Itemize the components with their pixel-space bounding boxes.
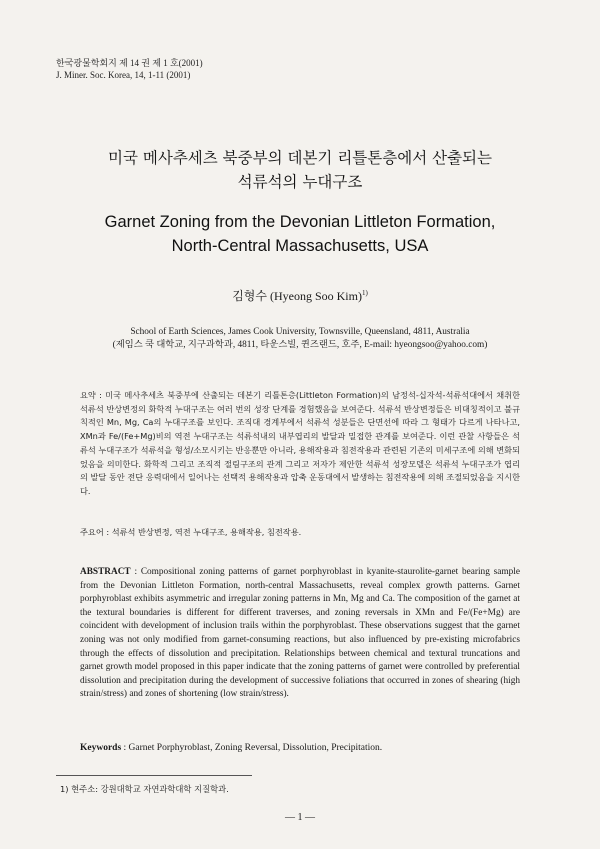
affiliation-english: School of Earth Sciences, James Cook University, Townsville, Queensland, 4811, Australia xyxy=(130,327,470,337)
abstract-korean: 요약 : 미국 메사추세츠 북중부에 산출되는 데본기 리틀톤층(Littleton Formation)의 남정석-십자석-석류석대에서 채취한 석류석 반상변정의 화학적 누대구조는 여러 번의 성장 단계를 경험했음을 보여준다. 석류석 반상변정들은 비대칭적이고 불규칙적인 Mn, Mg, Ca의 누대구조를 보인다. 조직대 경계부에서 석류석 성분들은 단면선에 따라 그 형태가 다르게 나타나고, XMn과 Fe/(Fe+Mg)비의 역전 누대구조는 석류석내의 내부엽리의 발달과 밀접한 관계를 보여준다. 이런 관찰 사항들은 석류석 누대구조가 석류석을 형성/소모시키는 반응뿐만 아니라, 용해작용과 침전작용과 관련된 기존의 미세구조에 의해 변화되었음을 의미한다. 화학적 그리고 조직적 절림구조의 관계 그리고 저자가 제안한 석류석 성장모델은 석류석 누대구조가 엽리의 발달 동안 전단 응력대에서 일어나는 선택적 용해작용과 압축 운동대에서 발생하는 침전작용에 의해 조절되었음을 지시한다. xyxy=(80,390,520,496)
author xyxy=(0,287,600,304)
keywords-label: Keywords xyxy=(80,743,122,753)
journal-line-korean: 한국광물학회지 제 14 권 제 1 호(2001) xyxy=(56,58,203,68)
title-english-line-2: North-Central Massachusetts, USA xyxy=(171,237,429,255)
abstract-label: ABSTRACT xyxy=(80,567,131,577)
journal-header xyxy=(56,57,203,81)
title-korean-line-2: 석류석의 누대구조 xyxy=(237,173,363,191)
keywords-english-text: : Garnet Porphyroblast, Zoning Reversal, Dissolution, Precipitation. xyxy=(121,743,383,753)
footnote-divider xyxy=(56,775,252,776)
title-english xyxy=(40,210,560,258)
keywords-korean: 주요어 : 석류석 반상변정, 역전 누대구조, 용해작용, 침전작용. xyxy=(80,527,302,537)
title-english-line-1: Garnet Zoning from the Devonian Littleton Formation, xyxy=(104,213,496,231)
title-korean xyxy=(50,146,550,194)
title-korean-line-1: 미국 메사추세츠 북중부의 데본기 리틀톤층에서 산출되는 xyxy=(108,149,492,167)
page-number: — 1 — xyxy=(285,812,315,823)
journal-line-english: J. Miner. Soc. Korea, 14, 1-11 (2001) xyxy=(56,70,191,80)
abstract-english-text: : Compositional zoning patterns of garnet porphyroblast in kyanite-staurolite-garnet bearing sample from the Devonian Littleton Formation, north-central Massachusetts, reveal complex growth patterns. Garnet porphyroblast exhibits asymmetric and irregular zoning patterns in Mn, Mg and Ca. The composition of the garnet at the textural boundaries is different for different traverses, and zoning reversals in XMn and Fe/(Fe+Mg) are coincident with development of inclusion trails within the porphyroblast. These observations suggest that the garnet zoning was not only modified from garnet-consuming reactions, but also influenced by pre-existing microfabrics through the effects of dissolution and precipitation. Relationships between chemical and textural truncations and garnet growth model proposed in this paper indicate that the zoning patterns of garnet were controlled by preferential dissolution and precipitation during the development of successive foliations that occurred in zones of shearing (high strain/stress) and zones of shortening (low strain/stress). xyxy=(80,567,520,700)
author-name: 김형수 (Hyeong Soo Kim) xyxy=(232,289,362,303)
footnote: 1) 현주소: 강원대학교 자연과학대학 지질학과. xyxy=(60,784,229,794)
affiliation xyxy=(40,326,560,352)
author-footnote-mark: 1) xyxy=(361,289,368,297)
abstract-english xyxy=(80,566,520,702)
affiliation-korean: (제임스 쿡 대학교, 지구과학과, 4811, 타운스빌, 퀸즈랜드, 호주, E-mail: hyeongsoo@yahoo.com) xyxy=(112,340,488,350)
keywords-english xyxy=(80,743,520,753)
